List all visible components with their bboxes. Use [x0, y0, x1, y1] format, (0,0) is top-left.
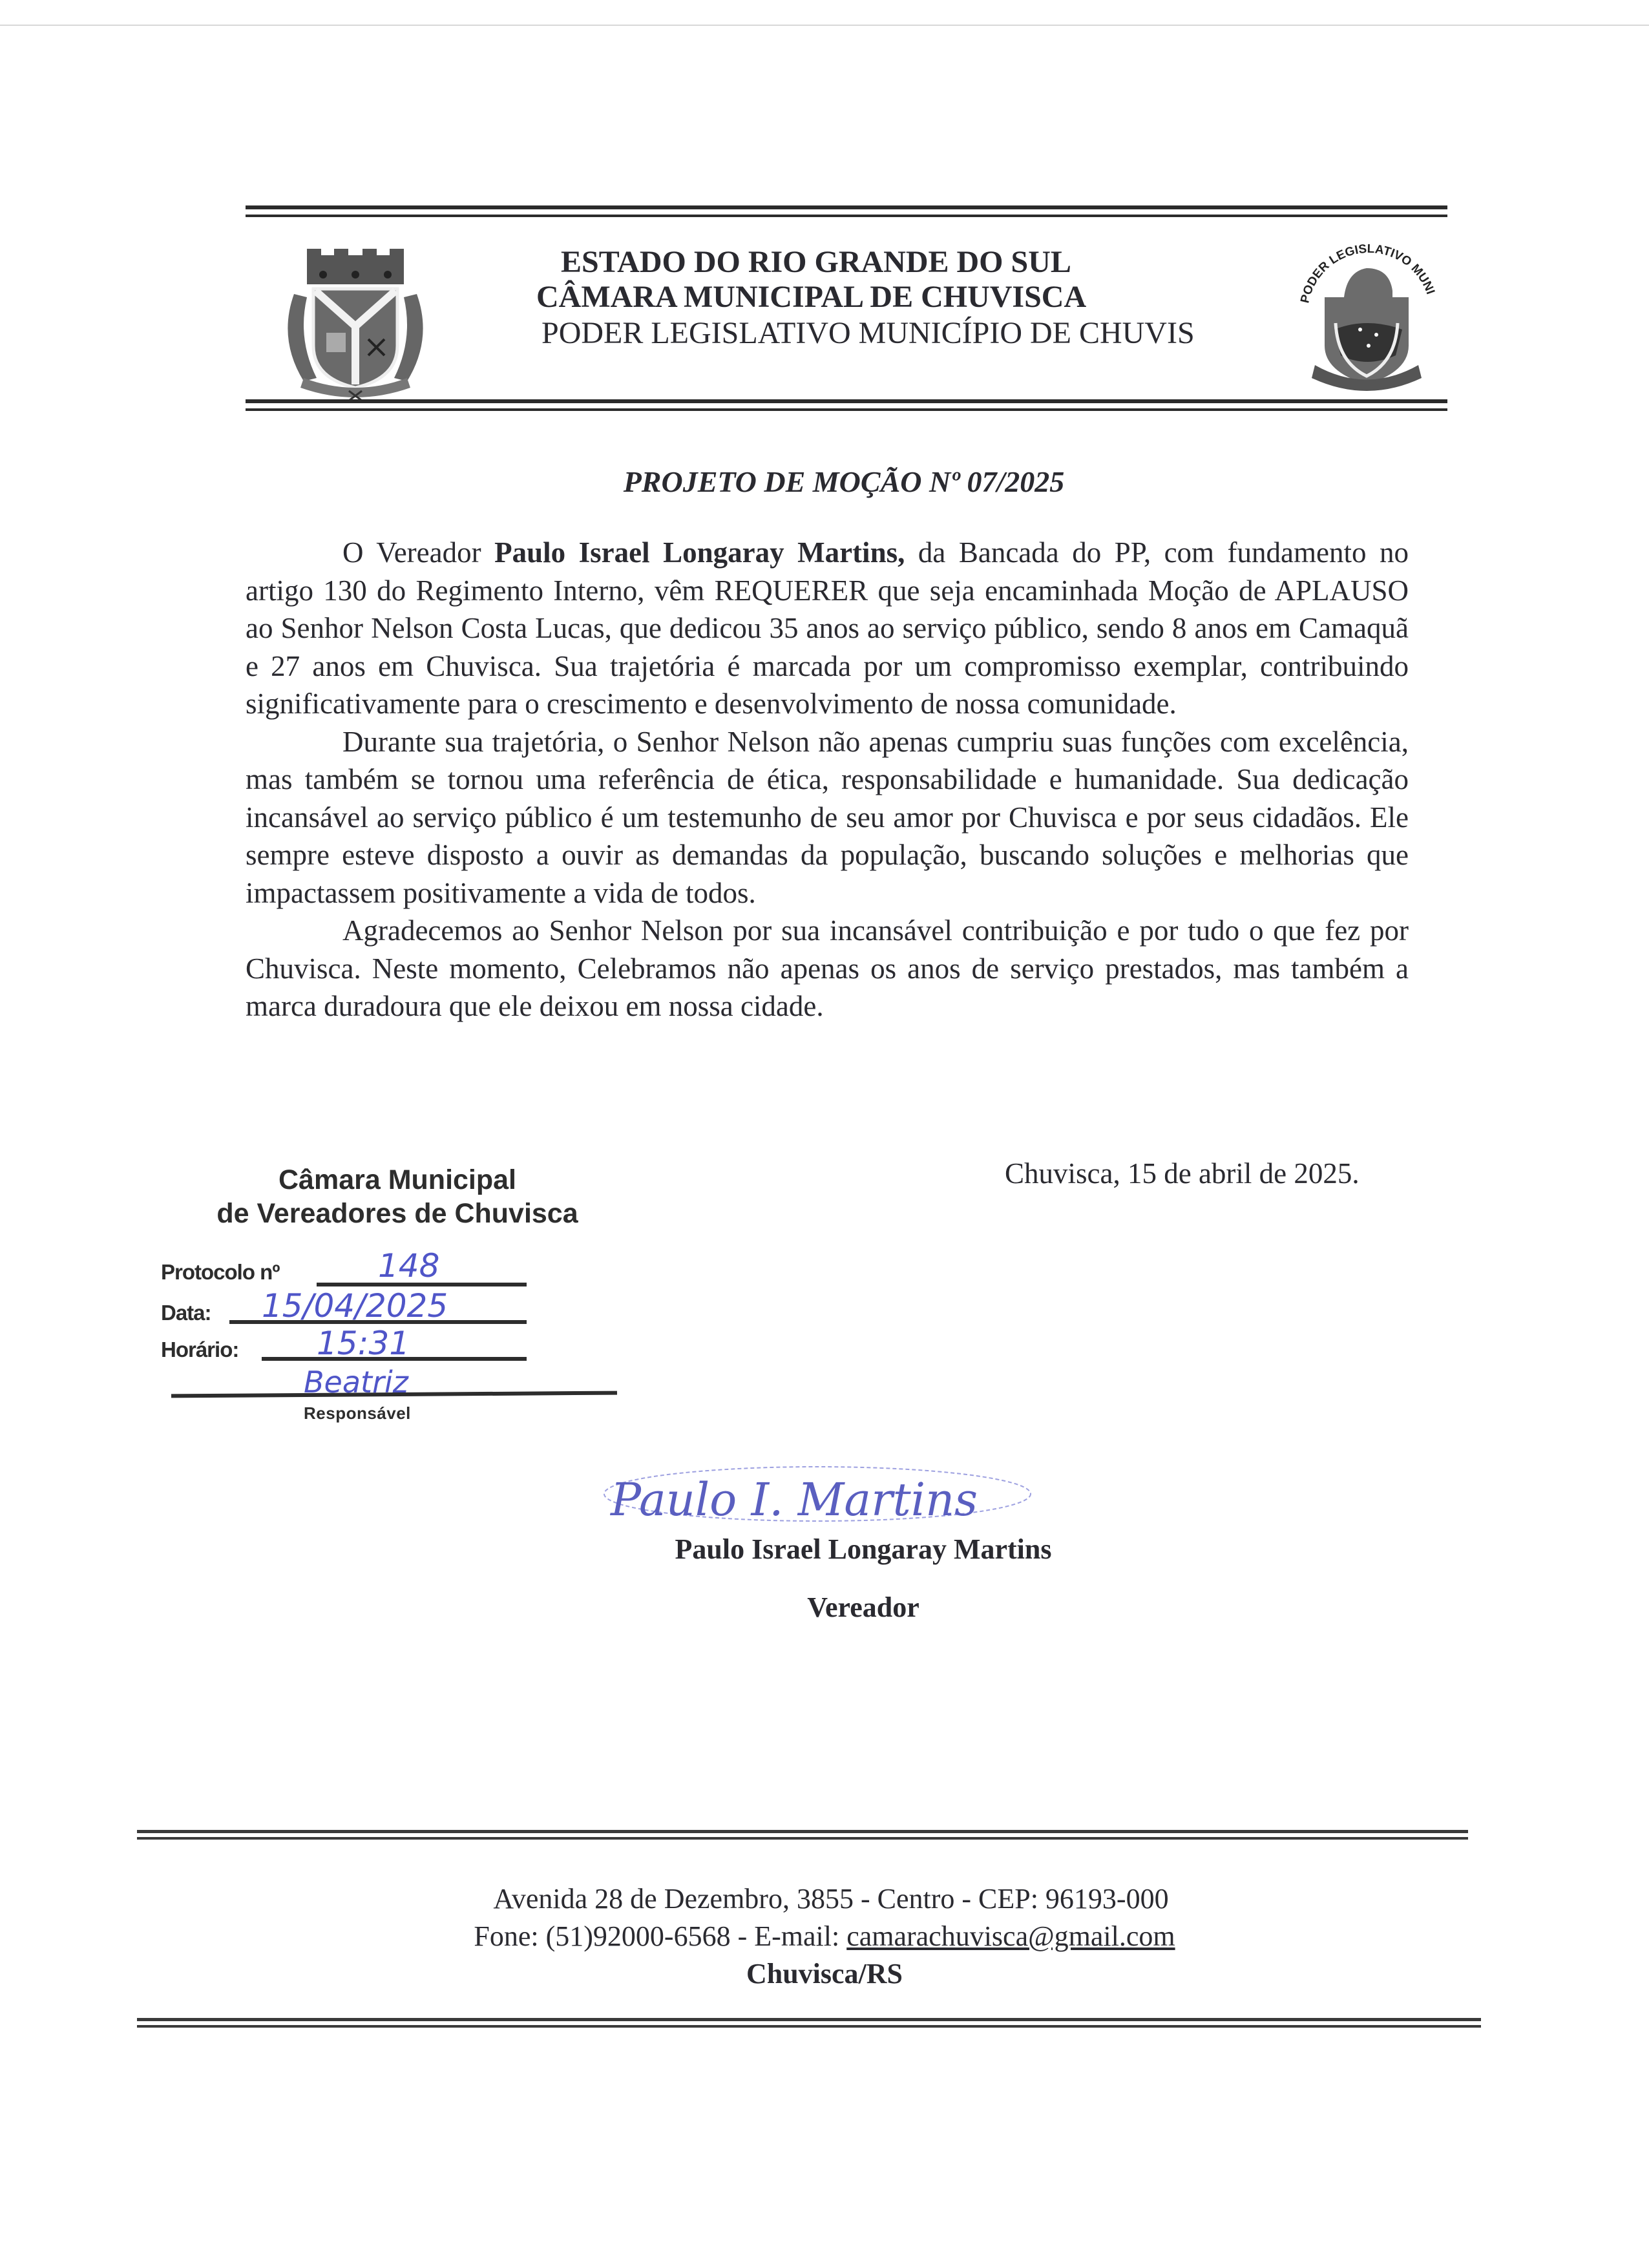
- signatory-name: Paulo Israel Longaray Martins: [675, 1533, 1052, 1565]
- header-chamber-line: CÂMARA MUNICIPAL DE CHUVISCA: [536, 280, 1087, 314]
- document-title: PROJETO DE MOÇÃO Nº 07/2025: [623, 465, 1065, 498]
- responsible-signature: Beatriz: [304, 1365, 408, 1400]
- time-value: 15:31: [317, 1325, 410, 1362]
- header-legislative-line: PODER LEGISLATIVO MUNICÍPIO DE CHUVIS: [541, 316, 1195, 350]
- header-top-rule: [246, 205, 1447, 220]
- legislative-seal-icon: [1289, 233, 1444, 401]
- paragraph-2: Durante sua trajetória, o Senhor Nelson não apenas cumpriu suas funções com excelência, mas também se tornou uma referência de ética, responsabilidade e humanidade. Sua dedicação incansável ao serviço público é um testemunho de seu amor por Chuvisca e por seus cidadãos. Ele sempre esteve disposto a ouvir as demandas da população, buscando soluções e melhorias que impactassem positivamente a vida de todos.: [246, 725, 1409, 909]
- paragraph-1-intro: O Vereador: [342, 536, 495, 569]
- header-state-line: ESTADO DO RIO GRANDE DO SUL: [561, 245, 1071, 279]
- signatory-role: Vereador: [807, 1591, 919, 1623]
- protocol-label: Protocolo nº: [161, 1260, 280, 1284]
- footer-top-rule: [137, 1830, 1468, 1844]
- paragraph-3: Agradecemos ao Senhor Nelson por sua incansável contribuição e por tudo o que fez por Chuvisca. Neste momento, Celebramos não apenas os anos de serviço prestados, mas também a marca duradoura que ele deixou em nossa cidade.: [246, 914, 1409, 1022]
- protocol-value: 148: [378, 1247, 440, 1285]
- municipal-coat-of-arms-icon: [278, 249, 433, 401]
- header-bottom-rule: [246, 399, 1447, 414]
- stamp-title-line1: Câmara Municipal: [278, 1164, 516, 1195]
- footer-city: Chuvisca/RS: [746, 1958, 903, 1990]
- document-body: [246, 534, 1409, 1025]
- svg-text:PODER LEGISLATIVO MUNICIPAL: PODER LEGISLATIVO MUNI: [1298, 242, 1438, 305]
- svg-text:Paulo I. Martins: Paulo I. Martins: [611, 1473, 978, 1526]
- scan-edge-line: [0, 25, 1649, 26]
- date-value: 15/04/2025: [262, 1287, 448, 1325]
- footer-bottom-rule: [137, 2018, 1481, 2032]
- handwritten-signature: [585, 1454, 1050, 1531]
- date-label: Data:: [161, 1301, 211, 1325]
- footer-address: Avenida 28 de Dezembro, 3855 - Centro - CEP: 96193-000: [493, 1883, 1169, 1915]
- footer-contact: [0, 1918, 1649, 1955]
- dateline: Chuvisca, 15 de abril de 2025.: [1005, 1157, 1360, 1190]
- footer-email-link[interactable]: camarachuvisca@gmail.com: [846, 1920, 1175, 1952]
- time-label: Horário:: [161, 1338, 239, 1361]
- footer-phone: Fone: (51)92000-6568 - E-mail:: [474, 1920, 847, 1952]
- responsible-label: Responsável: [304, 1403, 411, 1423]
- paragraph-1: [246, 534, 1409, 723]
- stamp-title-line2: de Vereadores de Chuvisca: [216, 1198, 578, 1229]
- councilor-name: Paulo Israel Longaray Martins,: [494, 536, 905, 569]
- paragraph-1-rest: da Bancada do PP, com fundamento no artigo 130 do Regimento Interno, vêm REQUERER que seja encaminhada Moção de APLAUSO ao Senhor Nelson Costa Lucas, que dedicou 35 anos ao serviço público, sendo 8 anos em Camaquã e 27 anos em Chuvisca. Sua trajetória é marcada por um compromisso exemplar, contribuindo significativamente para o crescimento e desenvolvimento de nossa comunidade.: [246, 536, 1409, 720]
